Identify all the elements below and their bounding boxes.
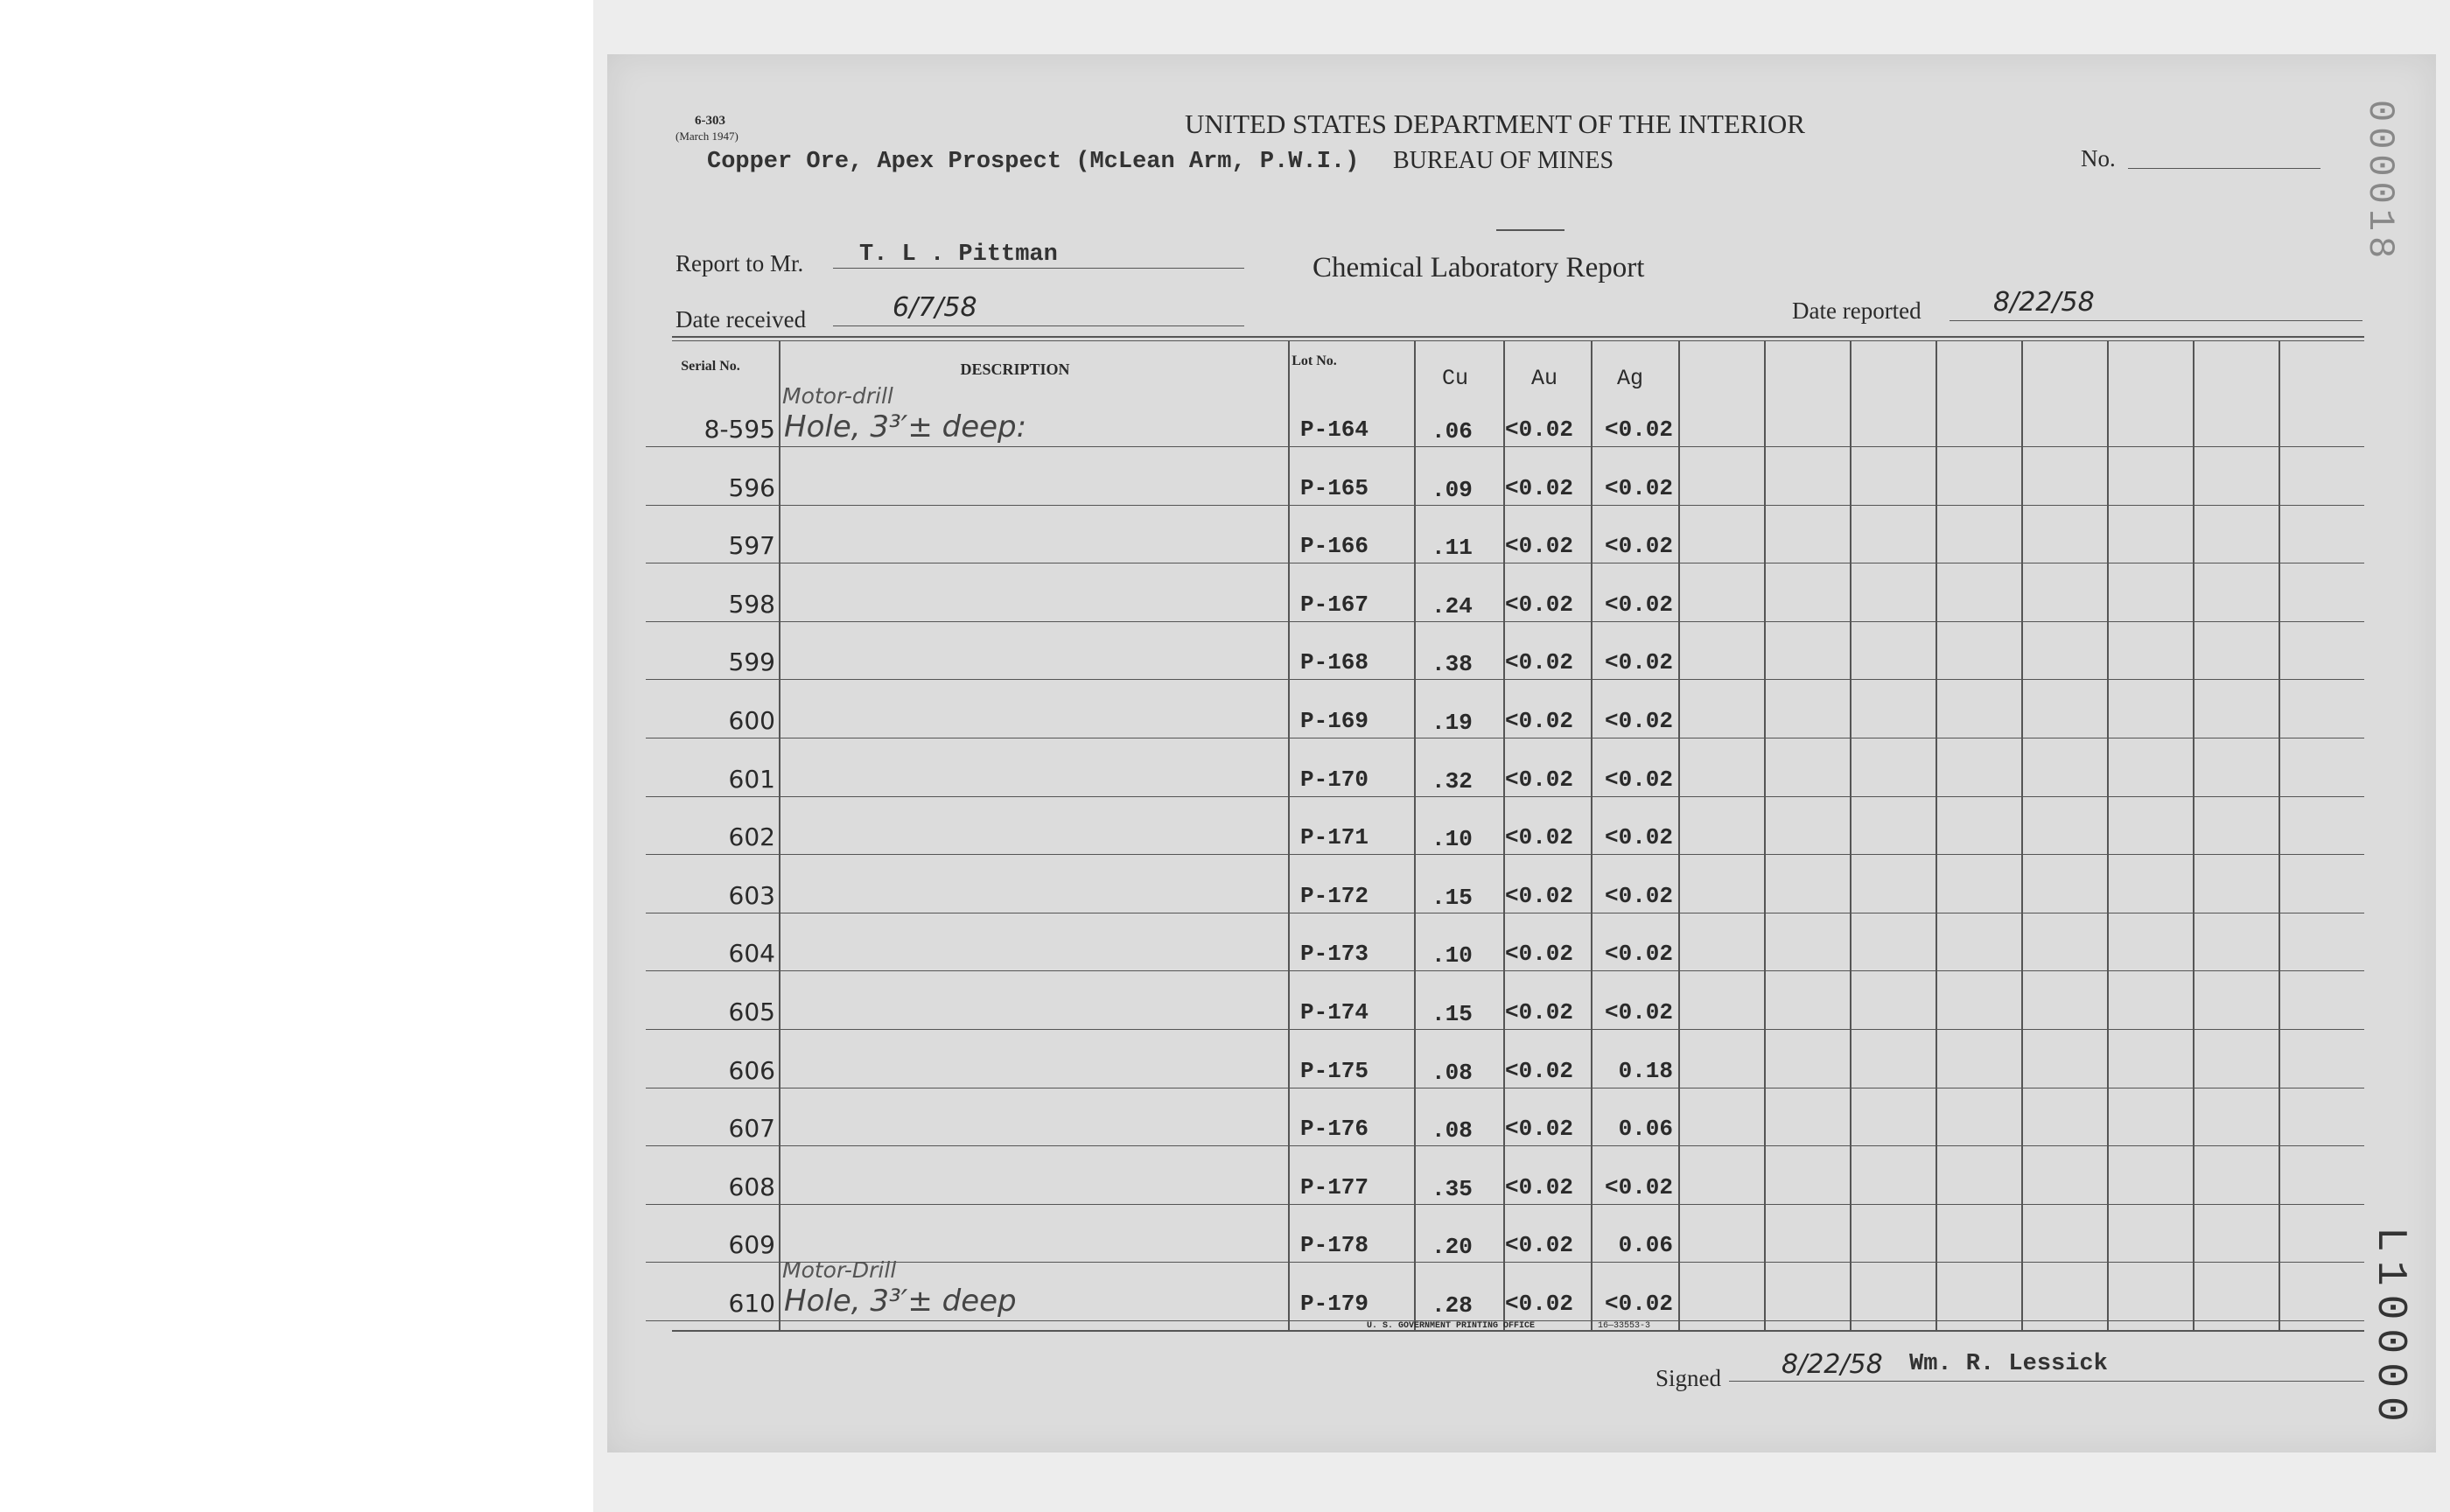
cu-value: .32 bbox=[1432, 767, 1473, 794]
header-ag: Ag bbox=[1617, 366, 1644, 391]
au-value: <0.02 bbox=[1505, 474, 1574, 501]
date-reported-label: Date reported bbox=[1792, 298, 1922, 324]
date-reported-value: 8/22/58 bbox=[1993, 287, 2095, 318]
cu-value: .10 bbox=[1432, 826, 1473, 853]
ag-value: <0.02 bbox=[1604, 1173, 1673, 1200]
form-code: 6-303 bbox=[695, 114, 725, 128]
cu-value: .15 bbox=[1432, 884, 1473, 911]
serial-number: 608 bbox=[728, 1172, 775, 1201]
column-line-0 bbox=[779, 341, 780, 1330]
form-date: (March 1947) bbox=[676, 130, 738, 143]
table-top-rule bbox=[672, 336, 2364, 338]
ag-value: <0.02 bbox=[1604, 824, 1673, 851]
column-line-2 bbox=[1414, 341, 1416, 1330]
margin-number-bottom: L10000 bbox=[2366, 1227, 2413, 1431]
ag-value: <0.02 bbox=[1604, 416, 1673, 443]
date-reported-line bbox=[1950, 320, 2362, 321]
serial-number: 609 bbox=[728, 1230, 775, 1260]
serial-number: 600 bbox=[728, 706, 775, 735]
ag-value: <0.02 bbox=[1604, 1291, 1673, 1317]
lot-number: P-171 bbox=[1300, 824, 1369, 851]
serial-number: 606 bbox=[728, 1055, 775, 1085]
header-serial: Serial No. bbox=[681, 359, 740, 374]
ag-value: <0.02 bbox=[1604, 766, 1673, 793]
serial-number: 610 bbox=[728, 1289, 775, 1318]
signed-line bbox=[1729, 1381, 2364, 1382]
au-value: <0.02 bbox=[1505, 941, 1574, 968]
cu-value: .15 bbox=[1432, 1001, 1473, 1027]
signed-label: Signed bbox=[1656, 1365, 1722, 1391]
cu-value: .09 bbox=[1432, 476, 1473, 503]
lot-number: P-174 bbox=[1300, 999, 1369, 1026]
department-title: UNITED STATES DEPARTMENT OF THE INTERIOR bbox=[1185, 108, 1805, 139]
no-line bbox=[2128, 168, 2320, 169]
au-value: <0.02 bbox=[1505, 533, 1574, 560]
lot-number: P-173 bbox=[1300, 941, 1369, 968]
ag-value: 0.06 bbox=[1618, 1232, 1673, 1259]
row-line bbox=[646, 913, 2364, 914]
lot-number: P-172 bbox=[1300, 882, 1369, 909]
column-line-6 bbox=[1764, 341, 1766, 1330]
au-value: <0.02 bbox=[1505, 1291, 1574, 1317]
margin-number-top: 000018 bbox=[2359, 100, 2401, 264]
au-value: <0.02 bbox=[1505, 591, 1574, 618]
column-line-5 bbox=[1678, 341, 1680, 1330]
serial-number: 596 bbox=[728, 472, 775, 502]
report-to-line bbox=[833, 268, 1244, 269]
au-value: <0.02 bbox=[1505, 1116, 1574, 1143]
cu-value: .08 bbox=[1432, 1117, 1473, 1144]
printer-note: U. S. GOVERNMENT PRINTING OFFICE bbox=[1367, 1321, 1536, 1331]
serial-number: 604 bbox=[728, 939, 775, 969]
ag-value: <0.02 bbox=[1604, 649, 1673, 676]
serial-number: 607 bbox=[728, 1114, 775, 1144]
row-line bbox=[646, 505, 2364, 506]
description: Hole, 3³′± deep bbox=[784, 1284, 1017, 1319]
signed-date: 8/22/58 bbox=[1782, 1349, 1883, 1380]
au-value: <0.02 bbox=[1505, 766, 1574, 793]
no-label: No. bbox=[2081, 145, 2116, 172]
ag-value: <0.02 bbox=[1604, 708, 1673, 734]
description: Hole, 3³′± deep: bbox=[784, 410, 1027, 444]
lot-number: P-165 bbox=[1300, 474, 1369, 501]
description-note: Motor-drill bbox=[782, 383, 893, 409]
date-received-value: 6/7/58 bbox=[892, 292, 977, 323]
cu-value: .11 bbox=[1432, 535, 1473, 562]
row-line bbox=[646, 796, 2364, 797]
au-value: <0.02 bbox=[1505, 999, 1574, 1026]
row-line bbox=[646, 854, 2364, 855]
cu-value: .20 bbox=[1432, 1234, 1473, 1261]
ag-value: <0.02 bbox=[1604, 941, 1673, 968]
au-value: <0.02 bbox=[1505, 882, 1574, 909]
au-value: <0.02 bbox=[1505, 1057, 1574, 1084]
title-rule bbox=[1496, 229, 1564, 231]
row-line bbox=[646, 1204, 2364, 1205]
cu-value: .06 bbox=[1432, 418, 1473, 444]
serial-number: 601 bbox=[728, 764, 775, 794]
lot-number: P-168 bbox=[1300, 649, 1369, 676]
bureau-title: BUREAU OF MINES bbox=[1393, 147, 1614, 174]
ag-value: <0.02 bbox=[1604, 999, 1673, 1026]
description-note: Motor-Drill bbox=[782, 1257, 897, 1283]
ag-value: 0.06 bbox=[1618, 1116, 1673, 1143]
ag-value: <0.02 bbox=[1604, 533, 1673, 560]
column-line-9 bbox=[2021, 341, 2023, 1330]
cu-value: .24 bbox=[1432, 592, 1473, 620]
row-line bbox=[646, 679, 2364, 680]
au-value: <0.02 bbox=[1505, 1173, 1574, 1200]
serial-number: 599 bbox=[728, 648, 775, 677]
row-line bbox=[646, 1262, 2364, 1263]
cu-value: .19 bbox=[1432, 710, 1473, 736]
au-value: <0.02 bbox=[1505, 1232, 1574, 1259]
row-line bbox=[646, 1029, 2364, 1030]
au-value: <0.02 bbox=[1505, 416, 1574, 443]
column-line-8 bbox=[1936, 341, 1937, 1330]
header-description: DESCRIPTION bbox=[960, 360, 1070, 378]
serial-number: 8-595 bbox=[704, 415, 775, 444]
row-line bbox=[646, 446, 2364, 447]
row-line bbox=[646, 1145, 2364, 1146]
column-line-12 bbox=[2278, 341, 2280, 1330]
lot-number: P-179 bbox=[1300, 1291, 1369, 1317]
lot-number: P-169 bbox=[1300, 708, 1369, 734]
au-value: <0.02 bbox=[1505, 708, 1574, 734]
cu-value: .35 bbox=[1432, 1175, 1473, 1202]
printer-code: 16—33553-3 bbox=[1598, 1321, 1651, 1331]
report-to-label: Report to Mr. bbox=[676, 250, 804, 276]
lot-number: P-176 bbox=[1300, 1116, 1369, 1143]
row-line bbox=[646, 970, 2364, 971]
lot-number: P-166 bbox=[1300, 533, 1369, 560]
lab-report-sheet bbox=[607, 54, 2436, 1452]
ag-value: <0.02 bbox=[1604, 474, 1673, 501]
lot-number: P-170 bbox=[1300, 766, 1369, 793]
serial-number: 598 bbox=[728, 589, 775, 619]
report-to-value: T. L . Pittman bbox=[859, 242, 1058, 268]
ag-value: <0.02 bbox=[1604, 882, 1673, 909]
lot-number: P-164 bbox=[1300, 416, 1369, 443]
column-line-10 bbox=[2107, 341, 2109, 1330]
header-au: Au bbox=[1531, 366, 1558, 391]
row-line bbox=[646, 563, 2364, 564]
cu-value: .28 bbox=[1432, 1292, 1473, 1319]
serial-number: 597 bbox=[728, 531, 775, 561]
ag-value: <0.02 bbox=[1604, 591, 1673, 618]
column-line-7 bbox=[1850, 341, 1852, 1330]
au-value: <0.02 bbox=[1505, 824, 1574, 851]
cu-value: .08 bbox=[1432, 1059, 1473, 1086]
table-top-rule-2 bbox=[672, 340, 2364, 341]
header-lot: Lot No. bbox=[1292, 354, 1337, 368]
serial-number: 603 bbox=[728, 880, 775, 910]
serial-number: 602 bbox=[728, 822, 775, 852]
header-cu: Cu bbox=[1442, 366, 1469, 391]
ag-value: 0.18 bbox=[1618, 1057, 1673, 1084]
lot-number: P-167 bbox=[1300, 591, 1369, 618]
column-line-11 bbox=[2193, 341, 2194, 1330]
project-name: Copper Ore, Apex Prospect (McLean Arm, P.W.I.) bbox=[707, 149, 1360, 175]
au-value: <0.02 bbox=[1505, 649, 1574, 676]
date-received-label: Date received bbox=[676, 306, 807, 332]
lot-number: P-175 bbox=[1300, 1057, 1369, 1084]
lot-number: P-178 bbox=[1300, 1232, 1369, 1259]
lot-number: P-177 bbox=[1300, 1173, 1369, 1200]
serial-number: 605 bbox=[728, 998, 775, 1026]
cu-value: .10 bbox=[1432, 942, 1473, 970]
cu-value: .38 bbox=[1432, 651, 1473, 678]
column-line-1 bbox=[1288, 341, 1290, 1330]
row-line bbox=[646, 621, 2364, 622]
report-title: Chemical Laboratory Report bbox=[1312, 252, 1645, 284]
signed-name: Wm. R. Lessick bbox=[1909, 1351, 2108, 1377]
